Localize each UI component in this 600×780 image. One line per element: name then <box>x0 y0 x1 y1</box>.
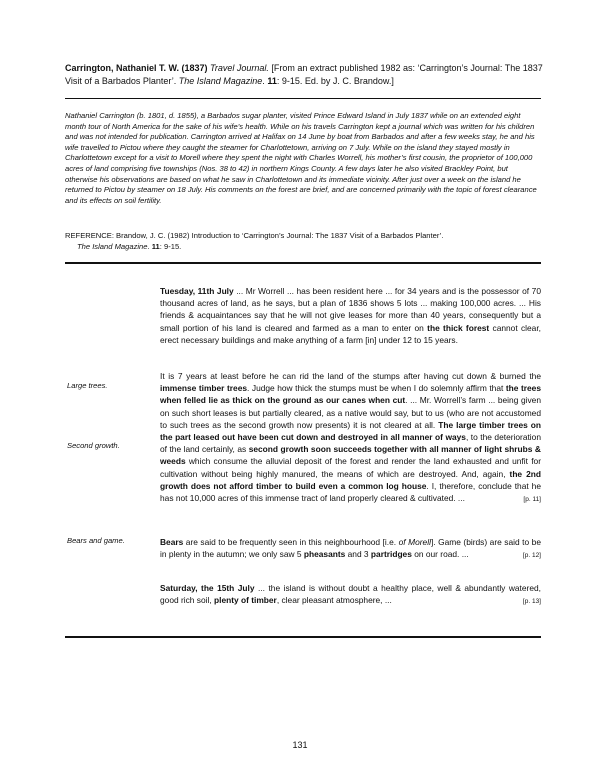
page-reference: [p. 12] <box>522 552 541 560</box>
reference-journal: The Island Magazine <box>77 241 148 251</box>
entry-text: are said to be frequently seen in this neighbourhood [i.e. <box>183 537 399 547</box>
reference-volume: 11 <box>151 241 160 251</box>
citation-sep: . <box>262 76 268 86</box>
entry-date: Saturday, the 15th July <box>160 583 255 593</box>
section-rule-top <box>65 262 541 264</box>
reference-pages: : 9-15. <box>159 241 182 251</box>
margin-note-bears-and-game: Bears and game. <box>67 536 125 545</box>
margin-note-large-trees: Large trees. <box>67 381 108 390</box>
header-rule <box>65 98 541 99</box>
entry-emphasis: Bears <box>160 537 184 547</box>
reference-line-2 <box>65 242 541 253</box>
citation-author: Carrington, Nathaniel T. W. (1837) <box>65 63 208 73</box>
entry-text: ]. Game (birds) are said to be in plenty in the autumn; we only saw 5 <box>160 537 541 560</box>
entry-emphasis: immense timber trees <box>160 383 248 394</box>
reference-sep: . <box>147 241 152 251</box>
entry-text: which consume the alluvial deposit of the forest and render the land exhausted and unfit for cultivation without being highly manured, the means of which are destroyed. And, again, <box>160 456 541 479</box>
entry-emphasis: plenty of timber <box>214 595 277 606</box>
entry-emphasis: the trees when felled lie as thick on the ground as our canes when cut <box>160 383 541 406</box>
citation-header <box>65 62 545 88</box>
entry-emphasis: the thick forest <box>427 322 490 333</box>
entry-emphasis: partridges <box>370 549 412 560</box>
section-rule-bottom <box>65 636 541 638</box>
entry-italic: of Morell <box>398 537 431 547</box>
entry-text: . I, therefore, conclude that he has not 10,000 acres of this immense tract of land properly cleared & cultivated. ... <box>160 480 541 504</box>
entry-text: . Judge how thick the stumps must be when I do solemnly affirm that <box>247 383 506 394</box>
entry-text: and 3 <box>345 549 371 560</box>
entry-date: Tuesday, 11th July <box>160 286 234 296</box>
reference-line-1: REFERENCE: Brandow, J. C. (1982) Introduction to ‘Carrington’s Journal: The 1837 Visit of a Barbados Planter’. <box>65 231 444 240</box>
journal-entry-july-11 <box>160 285 541 346</box>
page-number: 131 <box>292 740 308 750</box>
margin-note-second-growth: Second growth. <box>67 441 120 450</box>
citation-volume: 11 <box>267 76 277 86</box>
citation-text: [From an extract published 1982 as: ‘Carrington’s Journal: The 1837 Visit of a Barbados Planter’. <box>65 63 543 86</box>
journal-paragraph-timber <box>160 370 541 506</box>
citation-journal: The Island Magazine <box>178 76 263 86</box>
journal-paragraph-bears <box>160 536 541 562</box>
reference <box>65 231 541 252</box>
entry-emphasis: the 2nd growth does not afford timber to build even a common log house <box>160 468 541 491</box>
page-reference: [p. 11] <box>523 496 541 504</box>
citation-text-end: : 9-15. Ed. by J. C. Brandow.] <box>276 76 394 86</box>
entry-text: ... Mr Worrell ... has been resident here ... for 34 years and is the possessor of 70 thousand acres of land, as he says, but a plan of 1836 shows 5 lots ... making 100,000 acres. ... His friends & acquaintances say that he will not give leases for more than 40 years, consequently but a small portion of his land is cleared and farmed as a man to enter on <box>160 286 541 333</box>
entry-emphasis: second growth soon succeeds together with all manner of light shrubs & weeds <box>160 444 541 467</box>
entry-emphasis: pheasants <box>303 549 346 560</box>
entry-text: , to the deterioration of the land certainly, as <box>160 432 541 455</box>
intro-paragraph: Nathaniel Carrington (b. 1801, d. 1855), a Barbados sugar planter, visited Prince Edward Island in July 1837 while on an extended eight month tour of North America for the sake of his wife’s health. While on his travels Carrington kept a journal which was written for his children and was not intended for publication. Carrington arrived at Halifax on 14 June by boat from Barbados and after a few weeks stay, he and his wife travelled to Pictou where they caught the steamer for Charlottetown, arriving on 7 July. While on the island they stayed mostly in Charlottetown except for a visit to Morell where they spent the night with Charles Worrell, his mother’s first cousin, the proprietor of 100,000 acres of land comprising five townships (Nos. 38 to 42) in northern Kings County. A few days later he also visited Brackley Point, but otherwise his observations are based on what he saw in Charlottetown and its immediate vicinity. After just over a week on the island he returned to Pictou by steamer on 18 July. His comments on the forest are brief, and are concerned primarily with the topic of forest clearance and its effects on soil fertility. <box>65 111 537 205</box>
entry-text: It is 7 years at least before he can rid the land of the stumps after having cut down & burned the <box>160 371 541 381</box>
page-reference: [p. 13] <box>522 598 541 606</box>
entry-text: , clear pleasant atmosphere, ... <box>276 595 392 606</box>
citation-title: Travel Journal. <box>210 63 269 73</box>
entry-emphasis: The large timber trees on the part leased out have been cut down and destroyed in all manner of ways <box>160 419 542 443</box>
entry-text: . ... Mr. Worrell’s farm ... being given on such short leases is but partially cleared, as a native would say, but to us (who are not accustomed to such trees as the second growth now presents) it is not cleared at all. <box>160 395 542 430</box>
entry-text: on our road. ... <box>411 549 469 560</box>
entry-text: cannot clear, erect necessary buildings and make anything of a farm [in] under 12 to 15 years. <box>160 322 541 345</box>
entry-text: ... the island is without doubt a healthy place, well & abundantly watered, good rich soil, <box>160 583 541 606</box>
journal-entry-july-15 <box>160 582 541 608</box>
